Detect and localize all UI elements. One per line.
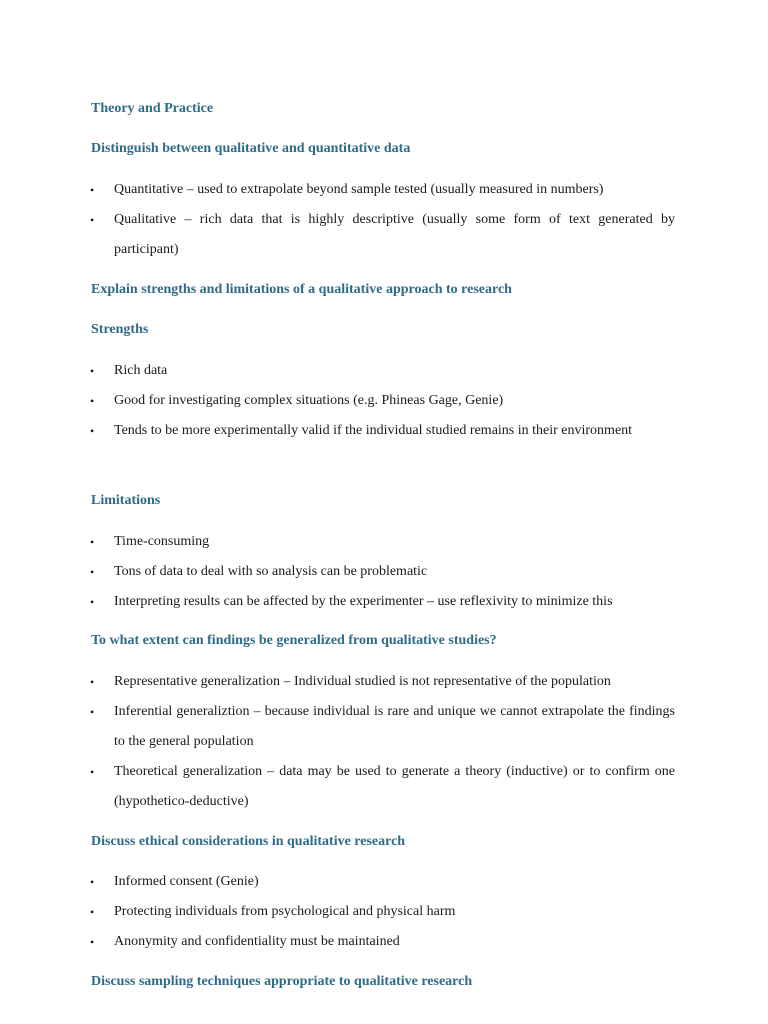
list-item-text: Rich data [114, 363, 168, 378]
bullet-icon: • [90, 765, 95, 779]
bullet-icon: • [90, 905, 95, 919]
bullet-icon: • [90, 705, 95, 719]
list-item [0, 557, 675, 587]
section-heading-limitations: Limitations [91, 493, 161, 508]
list-item-text: Anonymity and confidentiality must be maintained [114, 934, 400, 949]
bullet-icon: • [90, 935, 95, 949]
list-item [0, 587, 675, 617]
bullet-icon: • [90, 183, 95, 197]
list-item-text: Tons of data to deal with so analysis can be problematic [114, 564, 428, 579]
section-heading-generalization: To what extent can findings be generalized from qualitative studies? [91, 633, 497, 648]
section-heading-strengths: Strengths [91, 322, 149, 337]
list-item [0, 927, 675, 957]
list-item-text: Inferential generaliztion – because individual is rare and unique we cannot extrapolate the findings to the general population [114, 704, 675, 749]
section-heading-sampling: Discuss sampling techniques appropriate to qualitative research [91, 974, 473, 989]
bullet-icon: • [90, 213, 95, 227]
list-item [0, 356, 675, 386]
list-limitations [0, 527, 768, 617]
list-item-text: Protecting individuals from psychological and physical harm [114, 904, 456, 919]
list-item-text: Theoretical generalization – data may be used to generate a theory (inductive) or to confirm one (hypothetico-deductive) [114, 764, 675, 809]
list-generalization [0, 667, 768, 817]
bullet-icon: • [90, 424, 95, 438]
list-item-text: Tends to be more experimentally valid if the individual studied remains in their environment [114, 423, 633, 438]
list-item [0, 667, 675, 697]
list-item [0, 757, 675, 817]
list-item [0, 386, 675, 416]
list-item [0, 867, 675, 897]
section-heading-ethics: Discuss ethical considerations in qualitative research [91, 834, 406, 849]
bullet-icon: • [90, 364, 95, 378]
list-data-types [0, 175, 768, 265]
bullet-icon: • [90, 535, 95, 549]
bullet-icon: • [90, 394, 95, 408]
list-item-text: Informed consent (Genie) [114, 874, 259, 889]
list-item [0, 897, 675, 927]
bullet-icon: • [90, 565, 95, 579]
list-item [0, 175, 675, 205]
list-item [0, 697, 675, 757]
bullet-icon: • [90, 595, 95, 609]
list-item [0, 205, 675, 265]
list-item-text: Representative generalization – Individual studied is not representative of the population [114, 674, 611, 689]
list-item-text: Qualitative – rich data that is highly descriptive (usually some form of text generated by participant) [114, 212, 675, 257]
list-item [0, 527, 675, 557]
bullet-icon: • [90, 875, 95, 889]
section-heading-data-types: Distinguish between qualitative and quantitative data [91, 141, 411, 156]
list-item-text: Time-consuming [114, 534, 210, 549]
list-item [0, 416, 675, 446]
list-item-text: Interpreting results can be affected by the experimenter – use reflexivity to minimize this [114, 594, 613, 609]
list-strengths [0, 356, 768, 446]
list-item-text: Quantitative – used to extrapolate beyond sample tested (usually measured in numbers) [114, 182, 604, 197]
document-title: Theory and Practice [91, 101, 214, 116]
list-item-text: Good for investigating complex situations (e.g. Phineas Gage, Genie) [114, 393, 504, 408]
bullet-icon: • [90, 675, 95, 689]
section-heading-strengths-limitations: Explain strengths and limitations of a qualitative approach to research [91, 282, 512, 297]
list-ethics [0, 867, 768, 957]
